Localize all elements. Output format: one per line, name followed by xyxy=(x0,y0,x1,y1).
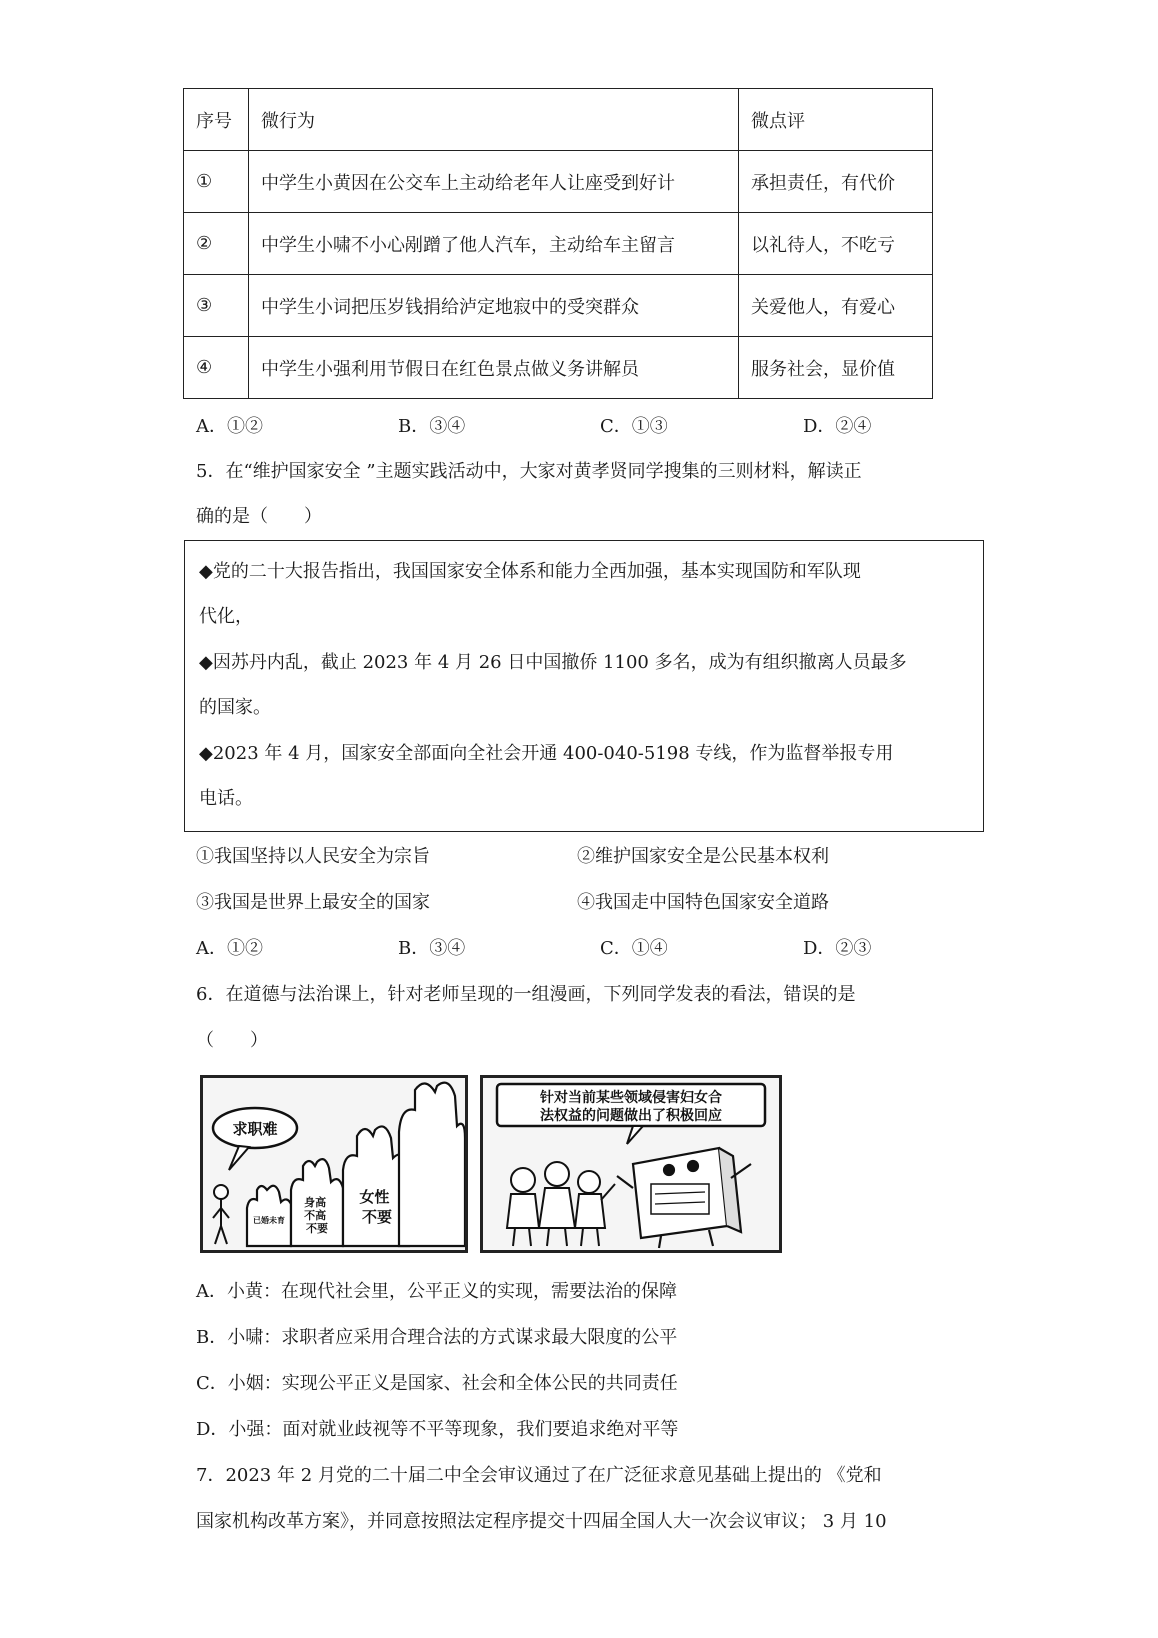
q5-stem-line2: 确的是（ ） xyxy=(196,506,322,527)
material-line: ◆因苏丹内乱，截止 2023 年 4 月 26 日中国撤侨 1100 多名，成为有组织撤离人员最多 xyxy=(199,652,907,673)
q7-stem-line2: 国家机构改革方案》，并同意按照法定程序提交十四届全国人大一次会议审议； 3 月 10 xyxy=(196,1511,887,1532)
q4-option-c[interactable]: C．①③ xyxy=(600,416,668,437)
table-header-row xyxy=(184,89,933,151)
q5-statement-1: ①我国坚持以人民安全为宗旨 xyxy=(196,846,430,867)
speech-bubble-tail xyxy=(229,1146,249,1170)
material-line: 电话。 xyxy=(199,788,253,809)
q5-option-c[interactable]: C．①④ xyxy=(600,938,668,959)
q6-option-d[interactable]: D．小强：面对就业歧视等不平等现象，我们要追求绝对平等 xyxy=(196,1419,679,1440)
q6-stem-line1: 6．在道德与法治课上，针对老师呈现的一组漫画，下列同学发表的看法，错误的是 xyxy=(196,984,856,1005)
caption-tail xyxy=(627,1126,643,1144)
hand-label-height-line3: 不要 xyxy=(306,1222,328,1235)
q4-option-a[interactable]: A．①② xyxy=(196,416,263,437)
table-cell: 中学生小啸不小心剐蹭了他人汽车，主动给车主留言 xyxy=(249,213,739,275)
table-row xyxy=(184,213,933,275)
q5-statement-3: ③我国是世界上最安全的国家 xyxy=(196,892,430,913)
table-cell: 承担责任，有代价 xyxy=(739,151,933,213)
table-row xyxy=(184,337,933,399)
q4-option-d[interactable]: D．②④ xyxy=(803,416,872,437)
bubble-text: 求职难 xyxy=(232,1120,278,1138)
hand-label-female-line2: 不要 xyxy=(361,1208,393,1226)
q6-stem-line2: （ ） xyxy=(196,1030,268,1051)
cartoon-left xyxy=(200,1075,468,1253)
women-figures xyxy=(507,1162,615,1246)
hand-label-height xyxy=(304,1195,330,1235)
table-cell: 中学生小黄因在公交车上主动给老年人让座受到好计 xyxy=(249,151,739,213)
q5-material-box xyxy=(184,540,984,832)
table-cell: ③ xyxy=(184,275,249,337)
q5-option-b[interactable]: B．③④ xyxy=(398,938,466,959)
q5-statement-2: ②维护国家安全是公民基本权利 xyxy=(577,846,829,867)
caption-line1: 针对当前某些领域侵害妇女合 xyxy=(540,1090,722,1106)
q5-statement-4: ④我国走中国特色国家安全道路 xyxy=(577,892,829,913)
table-header-cell: 序号 xyxy=(184,89,249,151)
material-line: 代化， xyxy=(199,606,253,627)
cartoon-right xyxy=(480,1075,782,1253)
material-line: ◆2023 年 4 月，国家安全部面向全社会开通 400-040-5198 专线，作为监督举报专用 xyxy=(199,743,894,764)
behavior-table xyxy=(183,88,933,399)
job-seeker-figure xyxy=(213,1185,229,1244)
table-cell: 服务社会，显价值 xyxy=(739,337,933,399)
table-row xyxy=(184,151,933,213)
q5-option-d[interactable]: D．②③ xyxy=(803,938,872,959)
cartoon-right-drawing xyxy=(483,1078,779,1250)
law-book-character xyxy=(617,1148,751,1248)
q6-option-c[interactable]: C．小姻：实现公平正义是国家、社会和全体公民的共同责任 xyxy=(196,1373,678,1394)
caption-line2: 法权益的问题做出了积极回应 xyxy=(540,1108,722,1124)
q7-stem-line1: 7．2023 年 2 月党的二十届二中全会审议通过了在广泛征求意见基础上提出的 《党和 xyxy=(196,1465,882,1486)
table-cell: 关爱他人，有爱心 xyxy=(739,275,933,337)
q5-stem-line1: 5．在“维护国家安全 ”主题实践活动中，大家对黄孝贤同学搜集的三则材料，解读正 xyxy=(196,461,862,482)
table-header-cell: 微点评 xyxy=(739,89,933,151)
table-cell: 以礼待人，不吃亏 xyxy=(739,213,933,275)
hand-label-female-line1: 女性 xyxy=(359,1188,390,1206)
table-header-cell: 微行为 xyxy=(249,89,739,151)
material-line: ◆党的二十大报告指出，我国国家安全体系和能力全西加强，基本实现国防和军队现 xyxy=(199,561,861,582)
q5-option-a[interactable]: A．①② xyxy=(196,938,263,959)
table-cell: 中学生小强利用节假日在红色景点做义务讲解员 xyxy=(249,337,739,399)
table-cell: 中学生小词把压岁钱捐给泸定地寂中的受突群众 xyxy=(249,275,739,337)
table-cell: ④ xyxy=(184,337,249,399)
table-row xyxy=(184,275,933,337)
material-line: 的国家。 xyxy=(199,697,271,718)
hand-label-married: 已婚未育 xyxy=(253,1216,285,1225)
table-cell: ① xyxy=(184,151,249,213)
table-cell: ② xyxy=(184,213,249,275)
hand-label-height-line1: 身高 xyxy=(304,1196,327,1209)
cartoon-left-drawing xyxy=(203,1078,465,1250)
q6-option-a[interactable]: A．小黄：在现代社会里，公平正义的实现，需要法治的保障 xyxy=(196,1281,677,1302)
hand-label-height-line2: 不高 xyxy=(304,1209,327,1222)
q6-option-b[interactable]: B．小啸：求职者应采用合理合法的方式谋求最大限度的公平 xyxy=(196,1327,678,1348)
q4-option-b[interactable]: B．③④ xyxy=(398,416,466,437)
